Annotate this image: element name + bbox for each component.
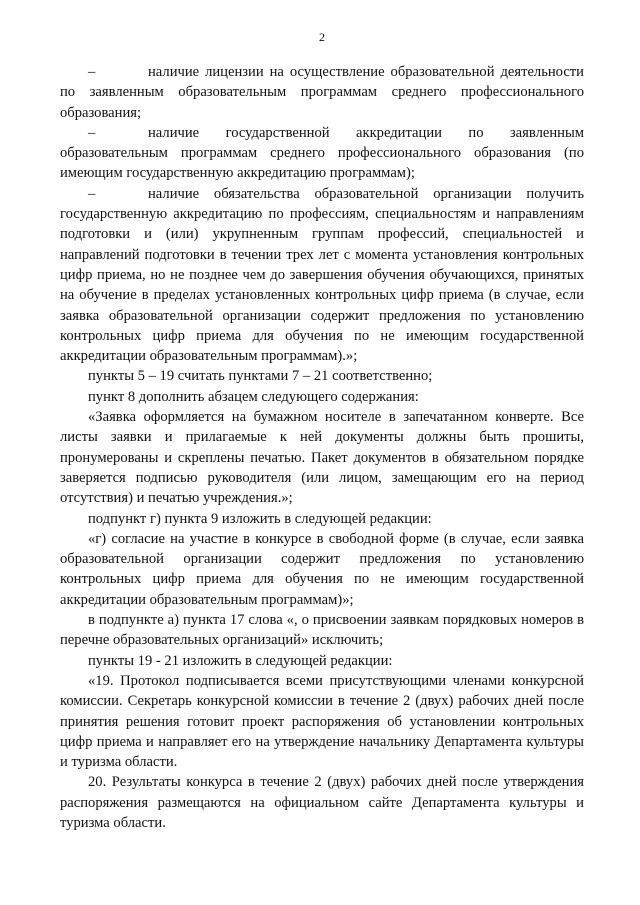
paragraph-consent: «г) согласие на участие в конкурсе в свободной форме (в случае, если заявка образовательной организации содержит предложения по установлению контрольных цифр приема для обучения по не имеющим государственной аккредитации образовательным программам)»; <box>60 530 584 608</box>
paragraph-application-rules: «Заявка оформляется на бумажном носителе в запечатанном конверте. Все листы заявки и прилагаемые к ней документы должны быть прошиты, пронумерованы и скреплены печатью. Пакет документов в обязательном порядке заверяется подписью руководителя (или лицом, замещающим его на период отсутствия) и печатью учреждения.»; <box>60 409 584 507</box>
list-dash: – <box>88 64 96 80</box>
list-dash: – <box>88 185 96 202</box>
paragraph-license <box>60 62 584 123</box>
paragraph-protocol: «19. Протокол подписывается всеми присутствующими членами конкурсной комиссии. Секретарь конкурсной комиссии в течение 2 (двух) рабочих дней после принятия решения готовит проект распоряжения об установлении контрольных цифр приема и направляет его на утверждение начальнику Департамента культуры и туризма области. <box>60 672 584 771</box>
paragraph-text: наличие государственной аккредитации по заявленным образовательным программам среднего профессионального образования (по имеющим государственную аккредитацию программам); <box>60 124 584 182</box>
paragraph-text: наличие обязательства образовательной организации получить государственную аккредитацию по профессиям, специальностям и направлениям подготовки и (или) укрупненным группам профессий, специальностей и направлений подготовки в течении трех лет с момента установления контрольных цифр приема, но не позднее чем до завершения обучения обучающихся, принятых на обучение в пределах установленных контрольных цифр приема (в случае, если заявка образовательной организации содержит предложения по установлению контрольных цифр приема для обучения по не имеющим государственной аккредитации образовательным программам).»; <box>60 185 584 365</box>
paragraph-points-19-21: пункты 19 - 21 изложить в следующей редакции: <box>88 652 393 669</box>
paragraph-subpoint-9g: подпункт г) пункта 9 изложить в следующей редакции: <box>88 510 432 527</box>
paragraph-accreditation <box>60 123 584 184</box>
page-number: 2 <box>319 30 325 44</box>
document-body <box>60 62 584 833</box>
paragraph-obligation <box>60 184 584 367</box>
paragraph-point-17: в подпункте а) пункта 17 слова «, о присвоении заявкам порядковых номеров в перечне образовательных организаций» исключить; <box>60 612 584 649</box>
paragraph-results: 20. Результаты конкурса в течение 2 (двух) рабочих дней после утверждения распоряжения размещаются на официальном сайте Департамента культуры и туризма области. <box>60 774 584 831</box>
paragraph-renumber: пункты 5 – 19 считать пунктами 7 – 21 соответственно; <box>88 368 433 385</box>
paragraph-text: наличие лицензии на осуществление образовательной деятельности по заявленным образовательным программам среднего профессионального образования; <box>60 64 584 121</box>
paragraph-point-8: пункт 8 дополнить абзацем следующего содержания: <box>88 388 419 405</box>
list-dash: – <box>88 124 96 141</box>
